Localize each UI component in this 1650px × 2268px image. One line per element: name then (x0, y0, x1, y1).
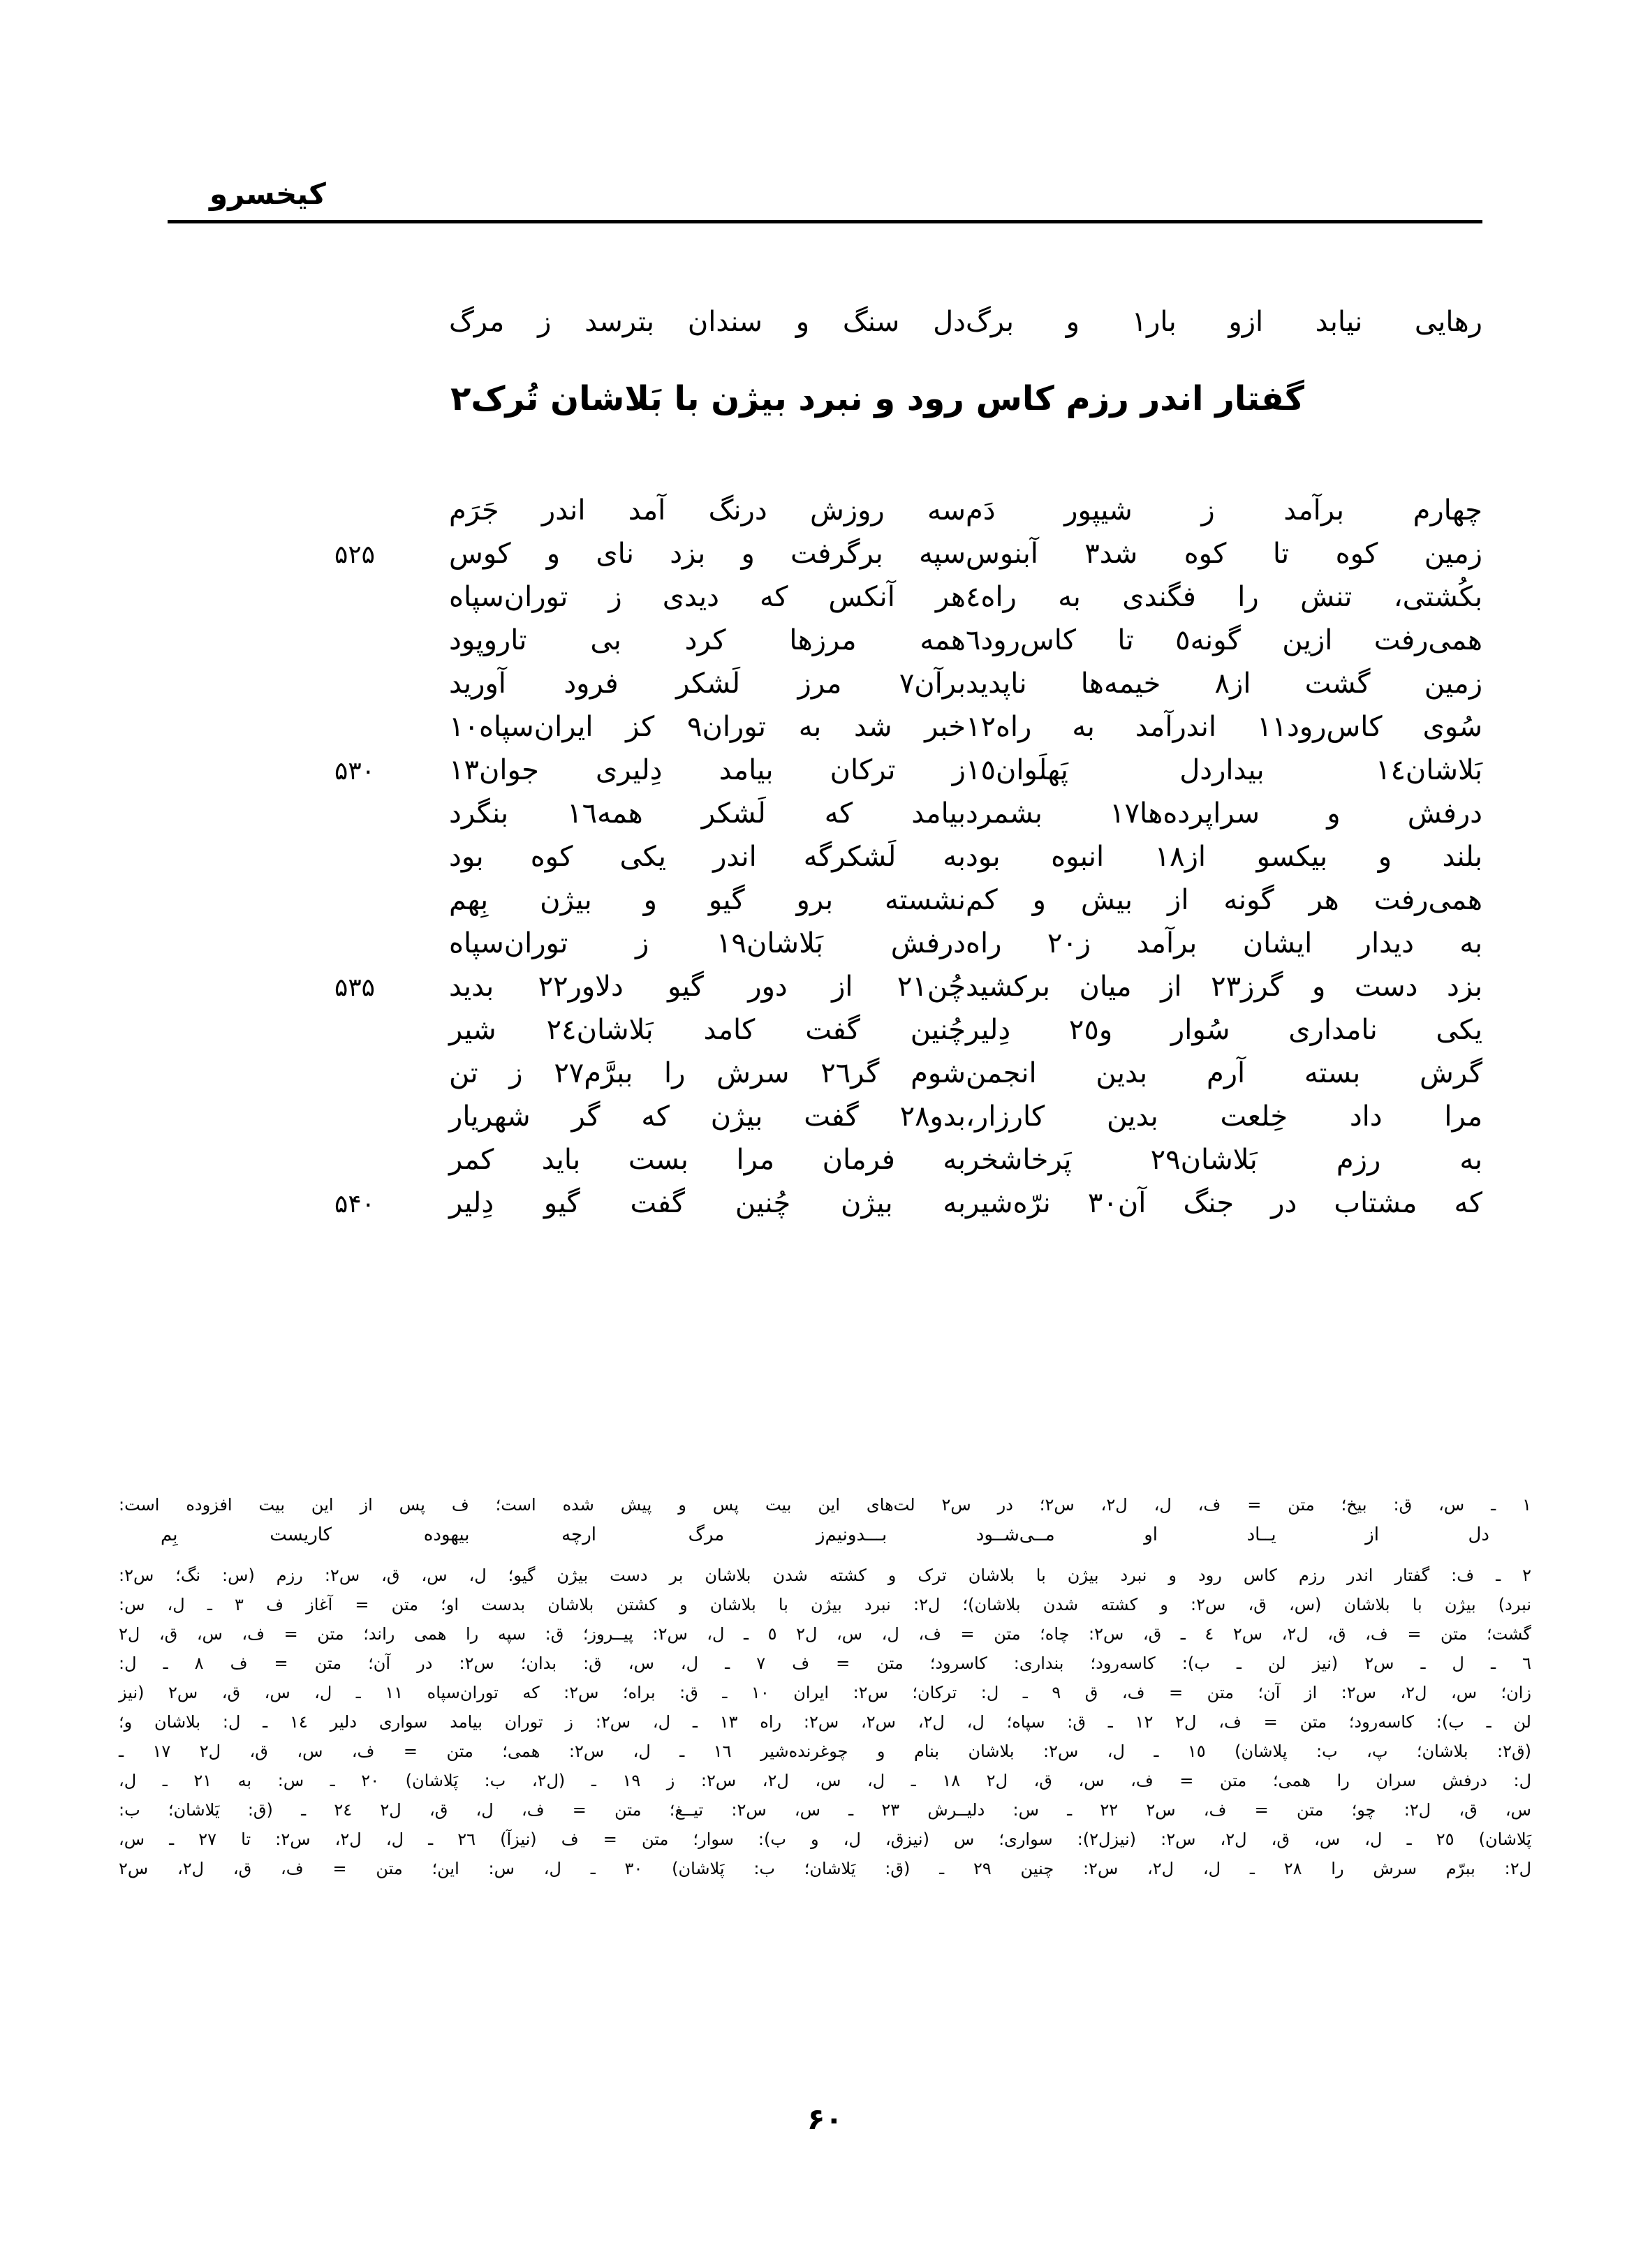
hemistich-left: زمین کوه تا کوه شد٣ آبنوس (966, 538, 1482, 570)
bayt-row (168, 489, 1482, 532)
bayt-row (168, 878, 1482, 922)
apparatus-line: (ق٢: بلاشان؛ پ، ب: پلاشان) ١٥ ـ ل، س٢: بلاشان بنام و چوغرنده‌شیر ١٦ ـ ل، س٢: همی؛ متن = ف، س، ق، ل٢ ١٧ ـ (119, 1742, 1531, 1761)
inserted-hemistich-right: ز مرگ ارچه بیهوده کاریست بِم (161, 1524, 825, 1545)
hemistich-left: یکی نامداری سُوار و٢٥ دِلیر (966, 1014, 1482, 1046)
bayt-row (168, 1095, 1482, 1138)
bayt-row (168, 300, 1482, 344)
hemistich-right: به بیژن چُنین گفت گیو دِلیر (449, 1187, 966, 1219)
hemistich-right: شوم گر٢٦ سرش را ببرَّم٢٧ ز تن (449, 1057, 966, 1089)
bayt-row (168, 705, 1482, 749)
bayt-row (168, 1181, 1482, 1225)
hemistich-left: بلند و بیکسو از١٨ انبوه بود (966, 841, 1482, 873)
hemistich-right: نشسته برو گیو و بیژن بِهم (449, 884, 966, 916)
hemistich-right: چُن٢١ از دور گیو دلاور٢٢ بدید (449, 971, 966, 1003)
bayt-row (168, 1138, 1482, 1181)
hemistich-right: بیامد که لَشکر همه١٦ بنگرد (449, 797, 966, 830)
hemistich-left: بَلاشان١٤ بیداردل پَهلَوان١٥ (966, 754, 1482, 786)
bayt-row (168, 922, 1482, 965)
hemistich-right: ز ترکان بیامد دِلیری جوان١٣ (449, 754, 966, 786)
apparatus-line: ل: درفش سران را همی؛ متن = ف، س، ق، ل٢ ١٨ ـ ل، س، ل٢، س٢: ز ١٩ ـ (ل٢، ب: پَلاشان) ٢٠ ـ س: به ٢١ ـ ل، (119, 1771, 1532, 1790)
apparatus-line: س، ق، ل٢: چو؛ متن = ف، س٢ ٢٢ ـ س: دلیــرش ٢٣ ـ س، س٢: تیــغ؛ متن = ف، ل، ق، ل٢ ٢٤ ـ (ق: یَلاشان؛ ب: (119, 1800, 1531, 1820)
hemistich-left: درفش و سراپرده‌ها١٧ بشمرد (966, 797, 1482, 830)
section-title: گفتار اندر رزم کاس رود و نبرد بیژن با بَلاشان تُرک٢ (450, 379, 1304, 418)
bayt-row (168, 575, 1482, 619)
hemistich-left: سُوی کاس‌رود١١ اندرآمد به راه١٢ (966, 711, 1482, 743)
apparatus-line: لن ـ ب): کاسه‌رود؛ متن = ف، ل٢ ١٢ ـ ق: سپاه؛ ل، ل٢، س٢، س٢: راه ١٣ ـ ل، س٢: ز توران بیامد سواری دلیر ١٤ ـ ل: بلاشان و؛ (119, 1712, 1531, 1732)
hemistich-left: چهارم برآمد ز شیپور دَم (966, 494, 1482, 526)
hemistich-right: به لَشکرگه اندر یکی کوه بود (449, 841, 966, 873)
hemistich-left: بزد دست و گرز٢٣ از میان برکشید (966, 971, 1482, 1003)
verse-block (168, 489, 1482, 1225)
hemistich-right: درفش بَلاشان١٩ ز توران‌سپاه (449, 927, 966, 959)
hemistich-right: سه روزش درنگ آمد اندر جَرَم (449, 494, 966, 526)
hemistich-right: هر آنکس که دیدی ز توران‌سپاه (449, 581, 966, 613)
apparatus-line: گشت؛ متن = ف، ق، ل٢، س٢ ٤ ـ ق، س٢: چاه؛ متن = ف، ل، س، ل٢ ٥ ـ ل، س٢: پیــروز؛ ق: سپه را همی راند؛ متن = ف، س، ق، ل٢ (119, 1624, 1531, 1644)
hemistich-right: بدو٢٨ گفت بیژن که گر شهریار (449, 1100, 966, 1133)
bayt-row (168, 662, 1482, 705)
bayt-row (168, 1052, 1482, 1095)
apparatus-line: زان؛ س، ل٢، س٢: از آن؛ متن = ف، ق ٩ ـ ل: ترکان؛ س٢: ایران ١٠ ـ ق: براه؛ س٢: که توران‌سپاه ١١ ـ ل، س، ق، س٢ (نیز (119, 1683, 1532, 1702)
verse-number: ۵۳۵ (334, 973, 375, 1002)
folio-number: ۶۰ (806, 2102, 844, 2136)
hemistich-left: بکُشتی، تنش را فگندی به راه٤ (966, 581, 1482, 613)
hemistich-left: به دیدار ایشان برآمد ز٢٠ راه (966, 927, 1483, 959)
apparatus-note-1: ١ ـ س، ق: بیخ؛ متن = ف، ل، ل٢، س٢؛ در س٢ لت‌های این بیت پس و پیش شده است؛ ف پس از این بیت افزوده است: (119, 1495, 1531, 1515)
apparatus-line: ٢ ـ ف: گفتار اندر رزم کاس رود و نبرد بیژن با بلاشان ترک و کشته شدن بلاشان بر دست بیژن گیو؛ ل، س، ق، س٢: رزم (س: نگ؛ س٢: (119, 1566, 1531, 1585)
verse-number: ۵۲۵ (334, 540, 375, 569)
verse-number: ۵۳۰ (334, 757, 375, 786)
hemistich-right: خبر شد به توران٩ کز ایران‌سپاه١٠ (449, 711, 966, 743)
hemistich-right: به فرمان مرا بست باید کمر (449, 1144, 966, 1176)
hemistich-right: دل سنگ و سندان بترسد ز مرگ (449, 306, 966, 338)
apparatus-line: ٦ ـ ل ـ س٢ (نیز لن ـ ب): کاسه‌رود؛ بنداری: کاسرود؛ متن = ف ٧ ـ ل، س، ق: بدان؛ س٢: در آن؛ متن = ف ٨ ـ ل: (119, 1654, 1532, 1673)
bayt-row (168, 792, 1482, 835)
hemistich-right: برآن٧ مرز لَشکر فرود آورید (449, 668, 966, 700)
bayt-row (168, 532, 1482, 575)
apparatus-inserted-bayt (119, 1519, 1531, 1551)
critical-apparatus (119, 1491, 1531, 1883)
hemistich-left: زمین گشت از٨ خیمه‌ها ناپدید (966, 668, 1483, 700)
hemistich-left: همی‌رفت ازین گونه٥ تا کاس‌رود٦ (966, 624, 1482, 656)
inserted-hemistich-left: دل از یــاد او مــی‌شــود بـــدونیم (825, 1524, 1489, 1545)
apparatus-variant-list (119, 1561, 1531, 1883)
hemistich-right: سپه برگرفت و بزد نای و کوس (449, 538, 966, 570)
apparatus-line: ل٢: ببرّم سرش را ٢٨ ـ ل، ل٢، س٢: چنین ٢٩ ـ (ق: یَلاشان؛ ب: پَلاشان) ٣٠ ـ ل، س: این؛ متن = ف، ق، ل٢، س٢ (119, 1859, 1532, 1878)
bayt-row (168, 835, 1482, 878)
hemistich-left: گرش بسته آرم بدین انجمن (966, 1057, 1482, 1089)
hemistich-left: مرا داد خِلعت بدین کارزار، (966, 1100, 1482, 1133)
header-rule (168, 220, 1482, 223)
hemistich-left: رهایی نیابد ازو بار١ و برگ (966, 306, 1482, 338)
hemistich-right: همه مرزها کرد بی تاروپود (449, 624, 966, 656)
hemistich-left: همی‌رفت هر گونه از بیش و کم (966, 884, 1482, 916)
bayt-row (168, 1008, 1482, 1052)
hemistich-right: چُنین گفت کامد بَلاشان٢٤ شیر (449, 1014, 966, 1046)
bayt-row (168, 965, 1482, 1008)
bayt-row (168, 619, 1482, 662)
apparatus-line: نبرد) بیژن با بلاشان (س، ق، س٢: و کشته شدن بلاشان)؛ ل٢: نبرد بیژن با بلاشان و کشتن بلاشان بدست او؛ متن = آغاز ف ٣ ـ ل، س: (119, 1595, 1532, 1614)
hemistich-left: که مشتاب در جنگ آن٣٠ نرّه‌شیر (966, 1187, 1483, 1219)
verse-number: ۵۴۰ (334, 1190, 375, 1218)
opening-verse (168, 300, 1482, 344)
running-head-zone (168, 178, 1482, 262)
bayt-row (168, 749, 1482, 792)
running-head: کیخسرو (209, 177, 326, 211)
hemistich-left: به رزم بَلاشان٢٩ پَرخاشخر (966, 1144, 1482, 1176)
apparatus-line: پَلاشان) ٢٥ ـ ل، س، ق، ل٢، س٢: (نیزل٢): سواری؛ س (نیزق، ل، و ب): سوار؛ متن = ف (نیزآ) ٢٦ ـ ل، ل٢، س٢: تا ٢٧ ـ س، (119, 1829, 1531, 1849)
